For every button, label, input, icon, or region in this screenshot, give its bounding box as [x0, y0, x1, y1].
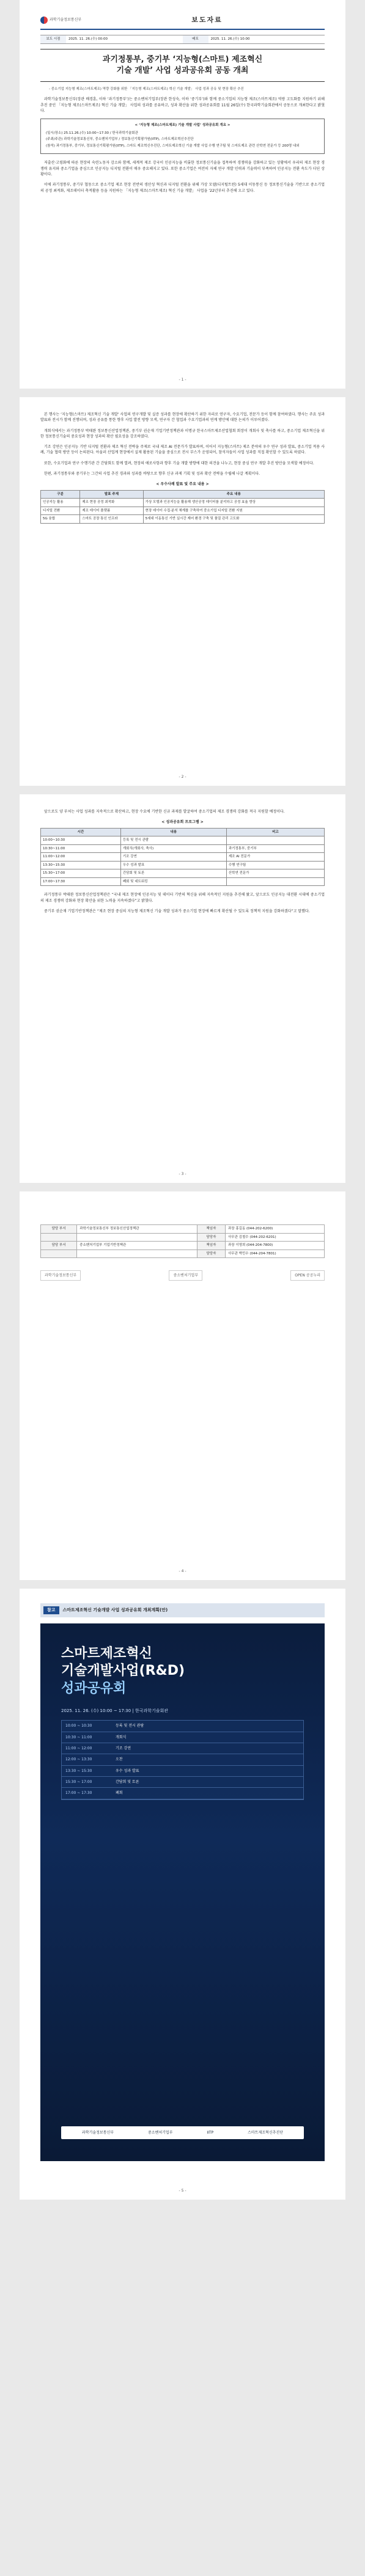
mss-logo: 중소벤처기업부 — [169, 1270, 202, 1281]
event-poster — [40, 1623, 325, 2161]
title-line-1: 과기정통부, 중기부 ‘지능형(스마트) 제조혁신 — [102, 54, 263, 64]
title-line-2: 기술 개발’ 사업 성과공유회 공동 개최 — [116, 65, 249, 75]
table-cell: 기조 강연 — [120, 853, 226, 862]
organizer: 과학기술정보통신부 — [81, 2130, 114, 2135]
program-time: 15:30 ~ 17:00 — [65, 1779, 92, 1784]
table-cell: 수행 연구팀 — [226, 861, 324, 869]
table-row — [41, 1242, 325, 1250]
poster-title-3: 성과공유회 — [61, 1681, 127, 1697]
table-cell: 과장 이영희 (044-204-7800) — [225, 1242, 324, 1250]
page-1 — [20, 0, 345, 389]
poster-title-1: 스마트제조혁신 — [61, 1645, 152, 1661]
table-header: 발표 주제 — [80, 490, 143, 499]
table-row — [41, 515, 325, 524]
table-cell: 5G 융합 — [41, 515, 80, 524]
poster-datetime: 2025. 11. 26. (수) 10:00 ~ 17:30 | 한국과학기술회관 — [61, 1708, 168, 1713]
body-paragraph: 개회식에서는 과기정통부 박태완 정보통신산업정책관, 중기부 권순재 기업기반정책관과 이명규 한국스마트제조산업협회 회장이 개회사 및 축사를 하고, 중소기업 제조혁신을 위한 정보통신기술의 중요성과 현장 성과의 확산 필요성을 강조하였다. — [40, 428, 325, 439]
table-row — [41, 853, 325, 862]
table-row — [41, 861, 325, 869]
open-license-logo: OPEN 공공누리 — [290, 1270, 325, 1281]
contact-table — [40, 1224, 325, 1258]
program-item: 폐회 — [116, 1791, 123, 1796]
program-row — [62, 1777, 303, 1788]
table-cell: 과장 홍길동 (044-202-6200) — [225, 1225, 324, 1234]
program-time: 10:00 ~ 10:30 — [65, 1724, 92, 1729]
program-row — [62, 1732, 303, 1743]
body-paragraph: 중기부 권순재 기업기반정책관은 “제조 현장 중심의 지능형 제조혁신 기술 개발 성과가 중소기업 현장에 빠르게 확산될 수 있도록 정책적 지원을 강화하겠다”고 말했다. — [44, 909, 310, 913]
program-item: 개회식 — [116, 1735, 127, 1740]
table-cell: 11:00~12:00 — [41, 853, 121, 862]
table-cell: 개회식(개회사, 축사) — [120, 844, 226, 853]
program-row — [62, 1754, 303, 1765]
program-row — [62, 1721, 303, 1732]
program-item: 간담회 및 토론 — [116, 1779, 139, 1784]
organizer: 스마트제조혁신추진단 — [248, 2130, 284, 2135]
sent-label: 배포 — [183, 35, 208, 44]
table-row — [41, 844, 325, 853]
body-paragraph: 한편, 과기정통부와 중기부는 그간의 사업 추진 경과와 성과를 바탕으로 향후 신규 과제 기획 및 성과 확산 전략을 수립해 나갈 계획이다. — [44, 472, 260, 477]
reference-tag: 참고 — [43, 1606, 59, 1614]
table-cell: 간담회 및 토론 — [120, 869, 226, 878]
program-time: 11:00 ~ 12:00 — [65, 1746, 92, 1751]
table-row — [41, 1250, 325, 1258]
table-cell: 17:00~17:30 — [41, 877, 121, 886]
table-cell: 가상 모델과 인공지능을 활용해 생산공정 데이터를 분석하고 공정 효율 향상 — [143, 499, 324, 507]
body-paragraph: 기조 강연은 인공지능 기반 디지털 전환과 제조 혁신 전략을 주제로 국내 제조 AI 전문가가 발표하며, 이어서 지능형(스마트) 제조 분야의 우수 연구 성과 발표, 중소기업 적용 사례, 기술 협력 방안 등이 논의된다. 아울러 산업계 현장에서 실제 활용된 기술을 중심으로 전시 부스가 운영되어, 참석자들이 사업 성과를 직접 확인할 수 있도록 하였다. — [40, 445, 325, 455]
table-cell: 담당자 — [197, 1233, 225, 1242]
table-cell: 현장 데이터 수집·분석 체계를 구축하여 중소기업 디지털 전환 지원 — [143, 507, 324, 515]
table-cell: 등록 및 전시 관람 — [120, 836, 226, 845]
taeguk-icon — [40, 16, 48, 24]
table-row — [41, 499, 325, 507]
table-header: 비고 — [226, 828, 324, 836]
lead-paragraph: 과학기술정보통신부(장관 배경훈, 이하 ‘과기정통부’)는 중소벤처기업부(장관 한성숙, 이하 ‘중기부’)와 함께 중소기업의 지능형 제조(스마트제조) 역량 고도화를 지원하기 위해 추진 중인 「지능형 제조(스마트제조) 혁신 기술 개발」 사업의 성과를 공유하고, 성과 확산을 위한 성과공유회를 11월 26일(수) 한국과학기술회관에서 공동으로 개최한다고 밝혔다. — [40, 97, 325, 114]
program-row — [62, 1788, 303, 1799]
event-overview-box — [40, 119, 325, 154]
program-row — [62, 1743, 303, 1754]
table-cell: 산학연 전문가 — [226, 869, 324, 878]
overview-item: (참석) 과기정통부, 중기부, 정보통신기획평가원(IITP), 스마트 제조혁신추진단, 스마트제조혁신 기술 개발 사업 수행 연구팀 및 스마트제조 관련 산학연 전문가 등 200명 내외 — [46, 144, 300, 148]
table-cell: 과기정통부, 중기부 — [226, 844, 324, 853]
subtitle-item: - 중소기업 지능형 제조(스마트제조) 역량 강화를 위한 「지능형 제조(스마트제조) 혁신 기술 개발」 사업 성과 공유 및 현장 확산 추진 — [49, 87, 244, 91]
program-item: 등록 및 전시 관람 — [116, 1724, 144, 1729]
table-row — [41, 1225, 325, 1234]
poster-organizers — [61, 2126, 304, 2139]
table-cell: 우수 성과 발표 — [120, 861, 226, 869]
table-cell — [77, 1250, 197, 1258]
page-number: - 2 - — [179, 774, 186, 779]
table-cell — [226, 877, 324, 886]
reference-title: 스마트제조혁신 기술개발 사업 성과공유회 개최계획(안) — [62, 1608, 168, 1612]
organizer: IITP — [207, 2130, 214, 2135]
overview-item: (일시/장소) 25.11.26.(수) 10:00~17:30 / 한국과학기술회관 — [46, 131, 138, 135]
embargo-label: 보도 시점 — [40, 35, 66, 44]
table-row — [41, 836, 325, 845]
body-paragraph: 과기정통부 박태완 정보통신산업정책관은 “국내 제조 현장에 인공지능 및 데이터 기반의 혁신을 위해 지속적인 지원을 추진해 왔고, 앞으로도 인공지능 대전환 시대에 중소기업의 제조 경쟁력 강화와 현장 확산을 위한 노력을 지속하겠다”고 밝혔다. — [40, 893, 325, 903]
table-cell: 제조 AI 전문가 — [226, 853, 324, 862]
table-cell: 제조 현장 공정 최적화 — [80, 499, 143, 507]
table-row — [41, 507, 325, 515]
program-time: 12:00 ~ 13:30 — [65, 1757, 92, 1762]
table-cell: 책임자 — [197, 1242, 225, 1250]
table-cell: 사무관 박민수 (044-204-7801) — [225, 1250, 324, 1258]
table-cell: 스마트 공장 통신 인프라 — [80, 515, 143, 524]
page-header — [40, 15, 325, 30]
table-cell: 5세대 이동통신 기반 실시간 제어 환경 구축 및 품질 관리 고도화 — [143, 515, 324, 524]
page-4 — [20, 1191, 345, 1580]
table-row — [41, 869, 325, 878]
page-5 — [20, 1589, 345, 2200]
table-cell — [77, 1233, 197, 1242]
program-time: 13:30 ~ 15:30 — [65, 1768, 92, 1773]
program-table — [40, 828, 325, 887]
body-paragraph: 앞으로도 양 부처는 사업 성과를 지속적으로 확산하고, 현장 수요에 기반한 신규 과제를 발굴하여 중소기업의 제조 경쟁력 강화를 적극 지원할 예정이다. — [44, 810, 285, 814]
page-number: - 1 - — [179, 377, 186, 382]
page-number: - 5 - — [179, 2188, 186, 2193]
sent-value: 2025. 11. 26.(수) 10:00 — [208, 35, 325, 44]
table-cell: 15:30~17:00 — [41, 869, 121, 878]
table-header: 구분 — [41, 490, 80, 499]
table-cell: 디지털 전환 — [41, 507, 80, 515]
table-cell: 담당 부서 — [41, 1225, 77, 1234]
footer-logos — [40, 1270, 325, 1281]
table-cell — [41, 1233, 77, 1242]
program-item: 기조 강연 — [116, 1746, 131, 1751]
table-cell: 인공지능 활용 — [41, 499, 80, 507]
msit-logo: 과학기술정보통신부 — [40, 1270, 81, 1281]
subtitle-list — [40, 87, 325, 92]
program-row — [62, 1766, 303, 1777]
page-number: - 3 - — [179, 1171, 186, 1176]
case-table — [40, 490, 325, 524]
table-cell: 중소벤처기업부 기업기반정책관 — [77, 1242, 197, 1250]
table-cell: 10:00~10:30 — [41, 836, 121, 845]
page-3 — [20, 794, 345, 1183]
table-cell: 13:30~15:30 — [41, 861, 121, 869]
body-paragraph: 이에 과기정통부, 중기부 협동으로 중소기업 제조 현장 전반의 생산성 혁신과 디지털 전환을 위해 가상 모델(디지털트윈) 5세대 이동통신 등 정보통신기술을 기반으로 중소기업의 공정 최적화, 제조데이터 축적활용 등을 지원하는 「지능형 제조(스마트제조) 혁신 기술 개발」 사업을 ’22년부터 추진해 오고 있다. — [40, 183, 325, 193]
page-number: - 4 - — [179, 1568, 186, 1573]
table-row — [41, 877, 325, 886]
table-cell: 제조 데이터 플랫폼 — [80, 507, 143, 515]
body-paragraph: 본 행사는 ‘지능형(스마트) 제조혁신 기술 개발’ 사업의 연구개발 및 실증 성과를 현장에 확산하기 위한 자리로 연구자, 수요기업, 전문가 등이 함께 참여하였다. 행사는 주요 성과 발표와 전시가 함께 진행되며, 성과 공유를 통한 향후 사업 발전 방향 모색, 연구자 간 협업과 수요기업과의 연계 방안에 대한 논의가 이루어졌다. — [40, 412, 325, 423]
release-meta — [40, 35, 325, 44]
poster-title-2: 기술개발사업(R&D) — [61, 1663, 185, 1679]
overview-item: (주최/주관) 과학기술정보통신부, 중소벤처기업부 / 정보통신기획평가원(IITP), 스마트제조혁신추진단 — [46, 137, 194, 142]
reference-header — [40, 1603, 325, 1617]
table-cell — [41, 1250, 77, 1258]
table-cell: 담당자 — [197, 1250, 225, 1258]
table-title: < 성과공유회 프로그램 > — [161, 820, 204, 825]
doc-kind: 보도자료 — [191, 16, 223, 24]
program-item: 우수 성과 발표 — [116, 1768, 139, 1773]
program-item: 오찬 — [116, 1757, 123, 1762]
program-time: 17:00 ~ 17:30 — [65, 1791, 92, 1796]
body-paragraph: 저출산·고령화에 따른 현장의 숙련노동자 감소와 함께, 세계적 제조 강국이 인공지능을 비롯한 정보통신기술을 접목하여 경쟁력을 강화하고 있는 상황에서 우리의 제조 현장 경쟁력 유지와 중소기업을 중심으로 인공지능 디지털 전환이 매우 중요해지고 있다. 또한 중소기업은 여전히 자체 연구 개발 인력과 기술력이 부족하여 인공지능 전환 속도가 더딘 상황이다. — [40, 161, 325, 177]
table-title: < 우수사례 발표 및 주요 내용 > — [156, 482, 209, 487]
table-cell: 담당 부서 — [41, 1242, 77, 1250]
table-cell — [226, 836, 324, 845]
overview-title: < ‘지능형 제조(스마트제조) 기술 개발 사업’ 성과공유회 개요 > — [135, 123, 230, 128]
table-header: 내용 — [120, 828, 226, 836]
embargo-value: 2025. 11. 26.(수) 00:00 — [66, 35, 183, 44]
poster-program — [61, 1720, 304, 1799]
table-cell: 사무관 김철수 (044-202-6201) — [225, 1233, 324, 1242]
table-cell: 폐회 및 네트워킹 — [120, 877, 226, 886]
press-title — [40, 49, 325, 82]
table-header: 시간 — [41, 828, 121, 836]
table-header: 주요 내용 — [143, 490, 324, 499]
organizer: 중소벤처기업부 — [147, 2130, 173, 2135]
table-cell: 과학기술정보통신부 정보통신산업정책관 — [77, 1225, 197, 1234]
page-2 — [20, 397, 345, 786]
table-cell: 10:30~11:00 — [41, 844, 121, 853]
table-row — [41, 1233, 325, 1242]
table-cell: 책임자 — [197, 1225, 225, 1234]
program-time: 10:30 ~ 11:00 — [65, 1735, 92, 1740]
ministry-name: 과학기술정보통신부 — [50, 17, 82, 22]
body-paragraph: 또한, 수요기업과 연구 수행기관 간 간담회도 함께 열려, 현장의 애로사항과 향후 기술 개발 방향에 대한 의견을 나누고, 현장 중심 연구 개발 추진 방안을 모색할 예정이다. — [44, 461, 314, 466]
